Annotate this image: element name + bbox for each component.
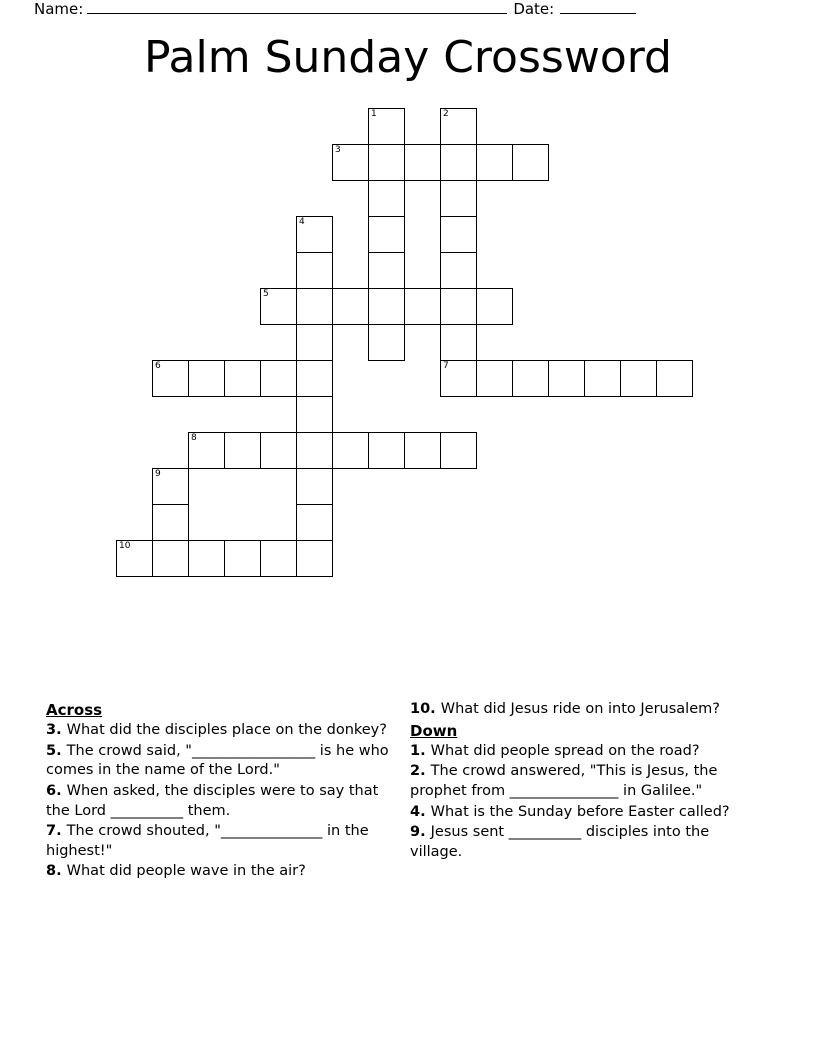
clues-section bbox=[46, 700, 772, 960]
crossword-cell[interactable] bbox=[476, 288, 513, 325]
crossword-cell[interactable] bbox=[296, 468, 333, 505]
clue-text: What did people wave in the air? bbox=[66, 863, 306, 880]
crossword-cell[interactable] bbox=[296, 216, 333, 253]
crossword-cell[interactable] bbox=[152, 468, 189, 505]
crossword-cell[interactable] bbox=[188, 540, 225, 577]
cell-number: 10 bbox=[119, 541, 131, 551]
crossword-cell[interactable] bbox=[188, 360, 225, 397]
clue-number: 5. bbox=[46, 742, 67, 759]
crossword-cell[interactable] bbox=[404, 432, 441, 469]
across-clue bbox=[410, 700, 754, 720]
clue-number: 1. bbox=[410, 742, 431, 759]
crossword-cell[interactable] bbox=[440, 288, 477, 325]
across-heading: Across bbox=[46, 701, 103, 719]
crossword-cell[interactable] bbox=[656, 360, 693, 397]
cell-number: 1 bbox=[371, 109, 377, 119]
clue-text: The crowd shouted, "______________ in the highest!" bbox=[46, 823, 369, 859]
crossword-cell[interactable] bbox=[260, 360, 297, 397]
crossword-grid[interactable] bbox=[116, 108, 700, 586]
crossword-cell[interactable] bbox=[368, 288, 405, 325]
crossword-cell[interactable] bbox=[152, 540, 189, 577]
crossword-cell[interactable] bbox=[368, 108, 405, 145]
crossword-cell[interactable] bbox=[440, 216, 477, 253]
crossword-cell[interactable] bbox=[440, 144, 477, 181]
clue-number: 4. bbox=[410, 803, 431, 820]
cell-number: 2 bbox=[443, 109, 449, 119]
crossword-cell[interactable] bbox=[296, 396, 333, 433]
crossword-cell[interactable] bbox=[440, 180, 477, 217]
down-clue bbox=[410, 762, 754, 801]
down-clue-list bbox=[410, 742, 754, 862]
cell-number: 7 bbox=[443, 361, 449, 371]
cell-number: 4 bbox=[299, 217, 305, 227]
crossword-cell[interactable] bbox=[440, 432, 477, 469]
crossword-cell[interactable] bbox=[296, 324, 333, 361]
down-clue bbox=[410, 742, 754, 762]
clue-number: 2. bbox=[410, 763, 431, 780]
across-clue bbox=[46, 862, 390, 882]
crossword-cell[interactable] bbox=[116, 540, 153, 577]
crossword-cell[interactable] bbox=[440, 252, 477, 289]
crossword-cell[interactable] bbox=[224, 360, 261, 397]
crossword-cell[interactable] bbox=[368, 144, 405, 181]
across-clue bbox=[46, 721, 390, 741]
clue-text: What did the disciples place on the donkey? bbox=[66, 722, 387, 739]
down-heading: Down bbox=[410, 721, 458, 740]
crossword-cell[interactable] bbox=[224, 432, 261, 469]
crossword-cell[interactable] bbox=[296, 432, 333, 469]
clue-number: 8. bbox=[46, 863, 67, 880]
crossword-cell[interactable] bbox=[440, 360, 477, 397]
crossword-cell[interactable] bbox=[584, 360, 621, 397]
cell-number: 9 bbox=[155, 469, 161, 479]
crossword-cell[interactable] bbox=[332, 144, 369, 181]
crossword-cell[interactable] bbox=[512, 144, 549, 181]
across-clue bbox=[46, 742, 390, 781]
crossword-cell[interactable] bbox=[296, 504, 333, 541]
crossword-cell[interactable] bbox=[296, 288, 333, 325]
crossword-cell[interactable] bbox=[332, 432, 369, 469]
cell-number: 5 bbox=[263, 289, 269, 299]
crossword-cell[interactable] bbox=[260, 540, 297, 577]
crossword-cell[interactable] bbox=[332, 288, 369, 325]
across-clue-list-left bbox=[46, 721, 390, 882]
date-write-line[interactable] bbox=[560, 1, 636, 14]
clue-text: What is the Sunday before Easter called? bbox=[430, 803, 730, 820]
crossword-cell[interactable] bbox=[368, 324, 405, 361]
clue-number: 6. bbox=[46, 782, 67, 799]
crossword-cell[interactable] bbox=[404, 144, 441, 181]
name-write-line[interactable] bbox=[87, 1, 507, 14]
crossword-cell[interactable] bbox=[368, 216, 405, 253]
crossword-cell[interactable] bbox=[512, 360, 549, 397]
crossword-cell[interactable] bbox=[260, 432, 297, 469]
clue-number: 7. bbox=[46, 823, 67, 840]
crossword-cell[interactable] bbox=[368, 432, 405, 469]
down-clue bbox=[410, 803, 754, 823]
crossword-cell[interactable] bbox=[440, 324, 477, 361]
crossword-cell[interactable] bbox=[296, 540, 333, 577]
clue-number: 10. bbox=[410, 701, 441, 717]
cell-number: 6 bbox=[155, 361, 161, 371]
clue-text: The crowd said, "_________________ is he who comes in the name of the Lord." bbox=[46, 742, 389, 779]
crossword-cell[interactable] bbox=[404, 288, 441, 325]
clue-text: What did people spread on the road? bbox=[430, 742, 700, 759]
down-clue bbox=[410, 823, 754, 862]
crossword-cell[interactable] bbox=[548, 360, 585, 397]
header-name-date bbox=[34, 0, 744, 24]
crossword-cell[interactable] bbox=[620, 360, 657, 397]
crossword-cell[interactable] bbox=[440, 108, 477, 145]
clues-column-left bbox=[46, 700, 390, 883]
clue-number: 3. bbox=[46, 722, 67, 739]
clue-text: When asked, the disciples were to say that the Lord __________ them. bbox=[46, 782, 379, 819]
crossword-cell[interactable] bbox=[476, 360, 513, 397]
crossword-cell[interactable] bbox=[224, 540, 261, 577]
clue-number: 9. bbox=[410, 824, 431, 841]
clue-text: What did Jesus ride on into Jerusalem? bbox=[440, 701, 720, 717]
clue-text: Jesus sent __________ disciples into the village. bbox=[410, 824, 710, 860]
crossword-cell[interactable] bbox=[296, 360, 333, 397]
crossword-cell[interactable] bbox=[368, 252, 405, 289]
clue-text: The crowd answered, "This is Jesus, the prophet from _______________ in Galilee." bbox=[410, 763, 718, 799]
crossword-cell[interactable] bbox=[368, 180, 405, 217]
crossword-cell[interactable] bbox=[152, 360, 189, 397]
crossword-cell[interactable] bbox=[260, 288, 297, 325]
across-clue bbox=[46, 822, 390, 861]
date-label: Date: bbox=[513, 0, 555, 18]
crossword-cell[interactable] bbox=[296, 252, 333, 289]
cell-number: 3 bbox=[335, 145, 341, 155]
cell-number: 8 bbox=[191, 433, 197, 443]
clues-column-right bbox=[410, 700, 754, 863]
crossword-cell[interactable] bbox=[476, 144, 513, 181]
across-clue-list-right bbox=[410, 700, 754, 720]
page-title: Palm Sunday Crossword bbox=[144, 32, 672, 83]
crossword-cell[interactable] bbox=[152, 504, 189, 541]
across-clue bbox=[46, 782, 390, 821]
name-label: Name: bbox=[34, 0, 84, 18]
crossword-cell[interactable] bbox=[188, 432, 225, 469]
